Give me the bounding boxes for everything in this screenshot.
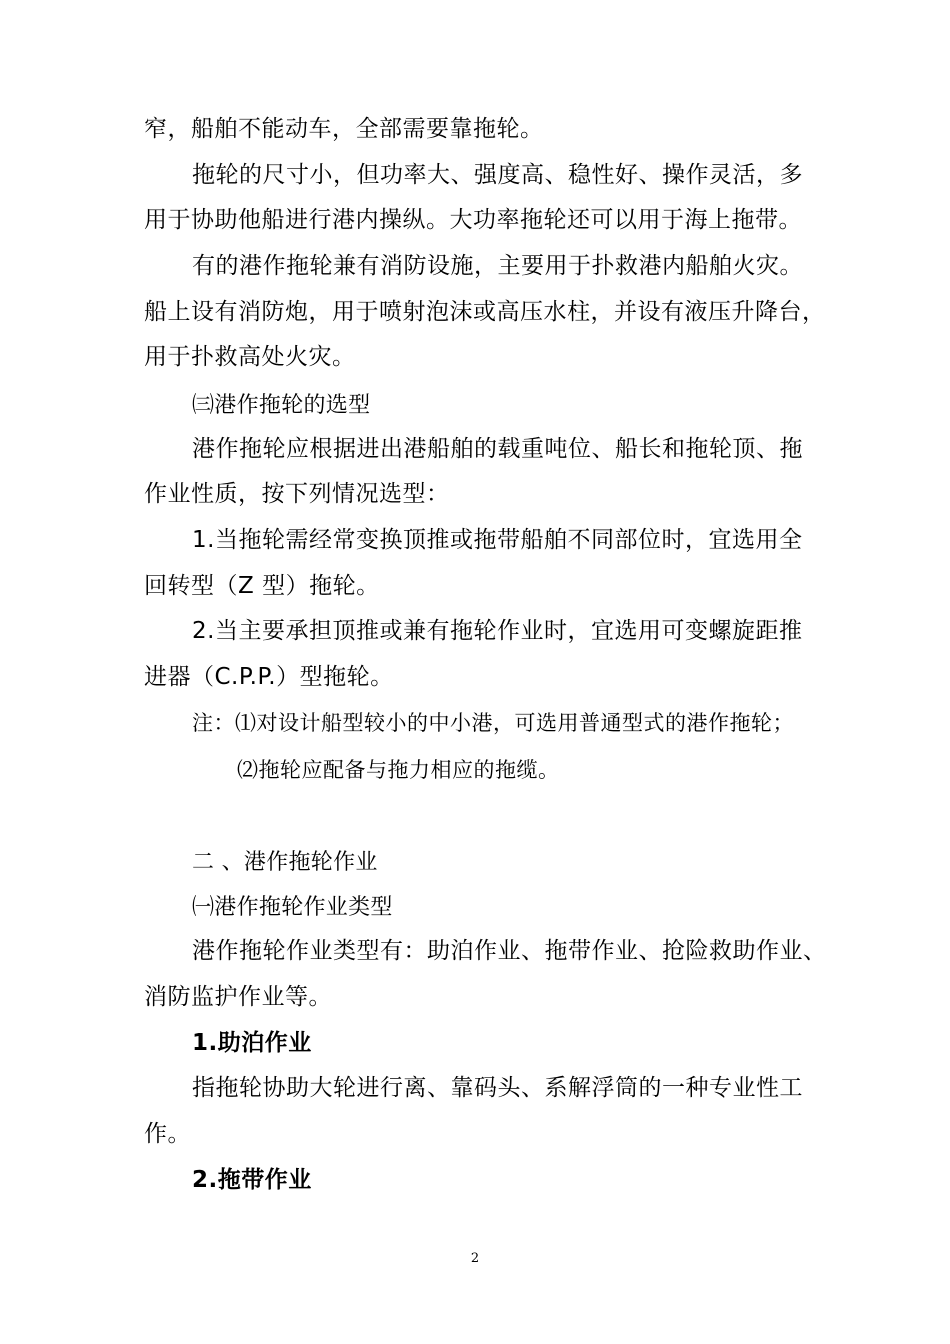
text-line: 港作拖轮作业类型有：助泊作业、拖带作业、抢险救助作业、 <box>192 938 827 964</box>
text-line: 进器（C.P.P.）型拖轮。 <box>144 664 394 690</box>
page-number: 2 <box>470 1251 480 1266</box>
subsection-heading: 1.助泊作业 <box>192 1030 312 1056</box>
note-line: 注：⑴对设计船型较小的中小港，可选用普通型式的港作拖轮； <box>192 711 794 735</box>
text-line: 指拖轮协助大轮进行离、靠码头、系解浮筒的一种专业性工 <box>192 1075 803 1101</box>
text-line: 用于扑救高处火灾。 <box>144 344 356 370</box>
chapter-heading: 二 、港作拖轮作业 <box>192 850 378 875</box>
text-line: 2.当主要承担顶推或兼有拖轮作业时，宜选用可变螺旋距推 <box>192 618 803 644</box>
subsection-heading: 2.拖带作业 <box>192 1167 312 1193</box>
text-line: 用于协助他船进行港内操纵。大功率拖轮还可以用于海上拖带。 <box>144 207 802 233</box>
text-line: 1.当拖轮需经常变换顶推或拖带船舶不同部位时，宜选用全 <box>192 527 803 553</box>
note-line: ⑵拖轮应配备与拖力相应的拖缆。 <box>237 758 560 782</box>
text-line: 作。 <box>144 1121 191 1147</box>
text-line: 船上设有消防炮，用于喷射泡沫或高压水柱，并设有液压升降台， <box>144 299 826 325</box>
text-line: 消防监护作业等。 <box>144 984 332 1010</box>
section-heading: ㈠港作拖轮作业类型 <box>192 895 393 920</box>
section-heading: ㈢港作拖轮的选型 <box>192 393 371 418</box>
text-line: 作业性质，按下列情况选型： <box>144 481 450 507</box>
text-line: 有的港作拖轮兼有消防设施，主要用于扑救港内船舶火灾。 <box>192 253 803 279</box>
text-line: 拖轮的尺寸小，但功率大、强度高、稳性好、操作灵活，多 <box>192 162 803 188</box>
text-line: 港作拖轮应根据进出港船舶的载重吨位、船长和拖轮顶、拖 <box>192 436 803 462</box>
text-line: 回转型（Z 型）拖轮。 <box>144 573 380 599</box>
text-line: 窄，船舶不能动车，全部需要靠拖轮。 <box>144 116 544 142</box>
